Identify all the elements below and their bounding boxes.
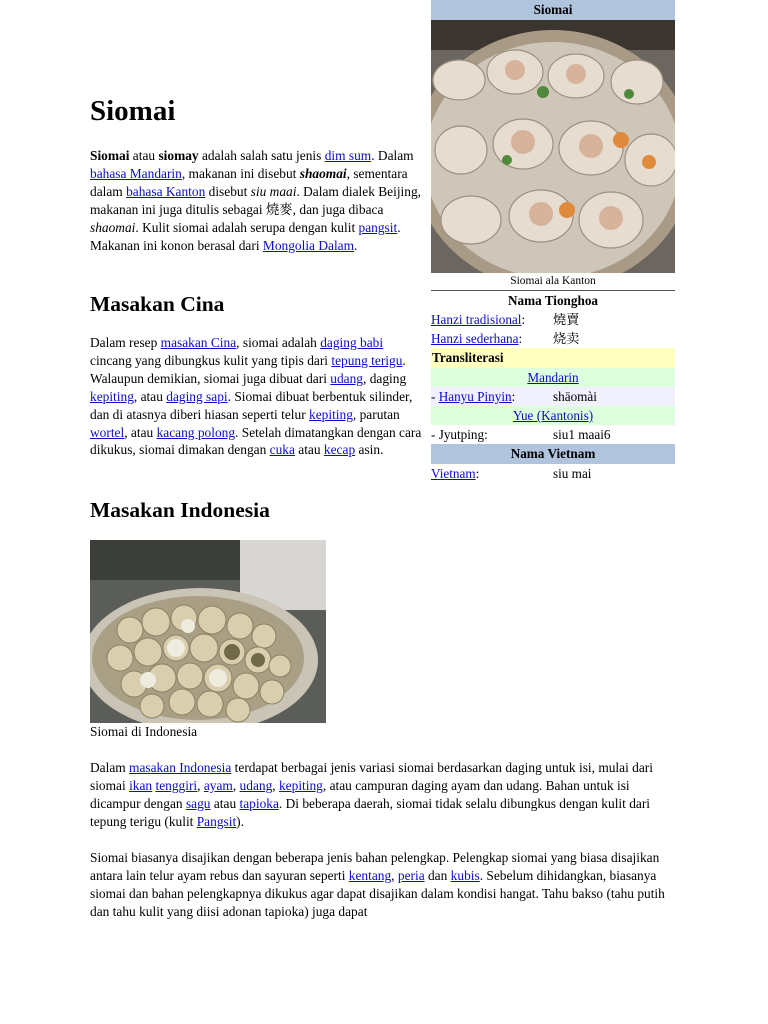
transliterasi-header: Transliterasi (431, 348, 675, 368)
text-run: Siomai (90, 148, 130, 163)
inline-link[interactable]: wortel (90, 424, 125, 440)
text-run: ). (236, 813, 244, 829)
text-run: asin. (355, 442, 384, 458)
text-run: , parutan (352, 406, 400, 422)
mandarin-row (431, 368, 675, 387)
text-run: dan (424, 867, 451, 883)
inline-link[interactable]: kubis (450, 867, 480, 883)
infobox-nama-vietnam-header: Nama Vietnam (431, 444, 675, 464)
inline-link[interactable]: sagu (185, 795, 211, 811)
text-run: . Dalam (371, 148, 414, 163)
text-run: , atau campuran daging ayam dan udang. Bahan untuk isi dicampur dengan (90, 777, 630, 811)
page-title: Siomai (90, 95, 176, 127)
inline-link[interactable]: Mongolia Dalam (262, 237, 355, 253)
text-run: disebut (205, 183, 251, 199)
hanzi-sederhana-row (431, 329, 675, 348)
text-run: . Sebelum dihidangkan, biasanya siomai dan bahan pelengkapnya dikukus agar dapat disajikan dalam kondisi hangat. Tahu bakso (tahu putih dan tahu kulit yang diisi adonan tapioka) juga dapat (90, 867, 665, 919)
inline-link[interactable]: udang (330, 370, 364, 386)
masakan-cina-paragraph (90, 334, 428, 459)
text-run: adalah salah satu jenis (198, 148, 325, 163)
vietnam-value: siu mai (553, 466, 592, 481)
colon: : (518, 331, 523, 346)
infobox-caption: Siomai ala Kanton (431, 273, 675, 291)
text-run: . Setelah dimatangkan dengan cara dikukus, siomai dimakan dengan (90, 424, 422, 458)
text-run: shaomai (299, 165, 347, 181)
hanzi-tradisional-value: 燒賣 (553, 312, 580, 327)
hanyu-pinyin-link[interactable]: Hanyu Pinyin (438, 389, 512, 404)
text-run: cincang yang dibungkus kulit yang tipis dari (90, 352, 332, 368)
text-run: , (391, 867, 398, 883)
inline-link[interactable]: cuka (269, 442, 295, 458)
hanyu-pinyin-value: shāomài (553, 389, 597, 404)
jyutping-value: siu1 maai6 (553, 427, 611, 442)
photo-caption-indonesia: Siomai di Indonesia (90, 724, 198, 739)
text-run: . Di beberapa daerah, siomai tidak selalu dibungkus dengan kulit dari tepung terigu (kulit (90, 795, 651, 829)
text-run: , atau (133, 388, 167, 404)
infobox (431, 0, 675, 483)
colon: : (521, 312, 526, 327)
text-run: . Walaupun demikian, siomai juga dibuat dari (90, 352, 406, 386)
inline-link[interactable]: kepiting (90, 388, 134, 404)
siomai-indonesia-photo[interactable] (90, 540, 326, 723)
text-run: shaomai (90, 219, 136, 235)
colon: : (511, 389, 516, 404)
inline-link[interactable]: bahasa Mandarin (90, 165, 182, 181)
inline-link[interactable]: tapioka (239, 795, 279, 811)
siomai-kanton-photo[interactable] (431, 20, 675, 273)
text-run: . Dalam dialek Beijing, makanan ini juga ditulis sebagai 燒麥, dan juga dibaca (90, 183, 422, 217)
inline-link[interactable]: pangsit (358, 219, 398, 235)
hanyu-pinyin-row (431, 387, 675, 406)
intro-paragraph (90, 147, 426, 254)
yue-kantonis-row (431, 406, 675, 425)
inline-link[interactable]: kecap (323, 442, 356, 458)
section-heading-masakan-indonesia: Masakan Indonesia (90, 498, 270, 522)
inline-link[interactable]: udang (239, 777, 273, 793)
text-run: Siomai biasanya disajikan dengan beberapa jenis bahan pelengkap. Pelengkap siomai yang biasa disajikan antara lain telur ayam rebus dan sayuran seperti (90, 850, 660, 883)
text-run: , daging (363, 370, 407, 386)
hanzi-sederhana-link[interactable]: Hanzi sederhana (431, 331, 519, 346)
hanzi-tradisional-row (431, 310, 675, 329)
inline-link[interactable]: ayam (203, 777, 233, 793)
masakan-indonesia-paragraph-1 (90, 759, 680, 831)
text-run: atau (129, 148, 159, 163)
hanzi-sederhana-value: 烧卖 (553, 331, 580, 346)
infobox-nama-tionghoa-header: Nama Tionghoa (507, 293, 599, 308)
inline-link[interactable]: bahasa Kanton (126, 183, 206, 199)
hanzi-tradisional-link[interactable]: Hanzi tradisional (431, 312, 522, 327)
text-run: Dalam resep (90, 335, 161, 350)
vietnam-row (431, 464, 675, 483)
colon: : (475, 466, 480, 481)
section-heading-masakan-cina: Masakan Cina (90, 292, 225, 316)
text-run: , siomai adalah (236, 335, 321, 350)
inline-link[interactable]: kacang polong (156, 424, 236, 440)
inline-link[interactable]: Pangsit (196, 813, 237, 829)
text-run: , (197, 777, 204, 793)
text-run: , makanan ini disebut (181, 165, 300, 181)
text-run: atau (294, 442, 324, 458)
text-run: siu maai (250, 183, 297, 199)
inline-link[interactable]: masakan Cina (160, 335, 237, 350)
inline-link[interactable]: kepiting (278, 777, 323, 793)
text-run: atau (210, 795, 240, 811)
inline-link[interactable]: peria (397, 867, 425, 883)
inline-link[interactable]: daging babi (320, 335, 384, 350)
inline-link[interactable]: ikan (129, 777, 153, 793)
text-run: , atau (124, 424, 157, 440)
text-run: , (232, 777, 240, 793)
text-run: . Siomai dibuat berbentuk silinder, dan di atasnya diberi hiasan seperti telur (90, 388, 413, 422)
masakan-indonesia-paragraph-2 (90, 849, 680, 921)
text-run: , sementara dalam (90, 165, 408, 199)
vietnam-link[interactable]: Vietnam (431, 466, 476, 481)
infobox-header: Siomai (431, 0, 675, 20)
jyutping-label: - Jyutping: (431, 427, 488, 442)
inline-link[interactable]: tepung terigu (331, 352, 403, 368)
pinyin-prefix: - (431, 389, 439, 404)
yue-kantonis-link[interactable]: Yue (Kantonis) (512, 408, 594, 423)
jyutping-row (431, 425, 675, 444)
text-run: . (354, 237, 358, 253)
text-run: terdapat berbagai jenis variasi siomai berdasarkan daging untuk isi, mulai dari siomai (90, 760, 653, 793)
text-run: , (272, 777, 279, 793)
text-run: . Kulit siomai adalah serupa dengan kulit (135, 219, 359, 235)
text-run: siomay (158, 148, 199, 163)
inline-link[interactable]: dim sum (324, 148, 372, 163)
inline-link[interactable]: kentang (348, 867, 392, 883)
text-run: . Makanan ini konon berasal dari (90, 219, 401, 253)
mandarin-link[interactable]: Mandarin (527, 370, 579, 385)
inline-link[interactable]: masakan Indonesia (129, 760, 232, 775)
inline-link[interactable]: tenggiri (155, 777, 198, 793)
text-run: Dalam (90, 760, 130, 775)
inline-link[interactable]: daging sapi (166, 388, 228, 404)
inline-link[interactable]: kepiting (309, 406, 353, 422)
